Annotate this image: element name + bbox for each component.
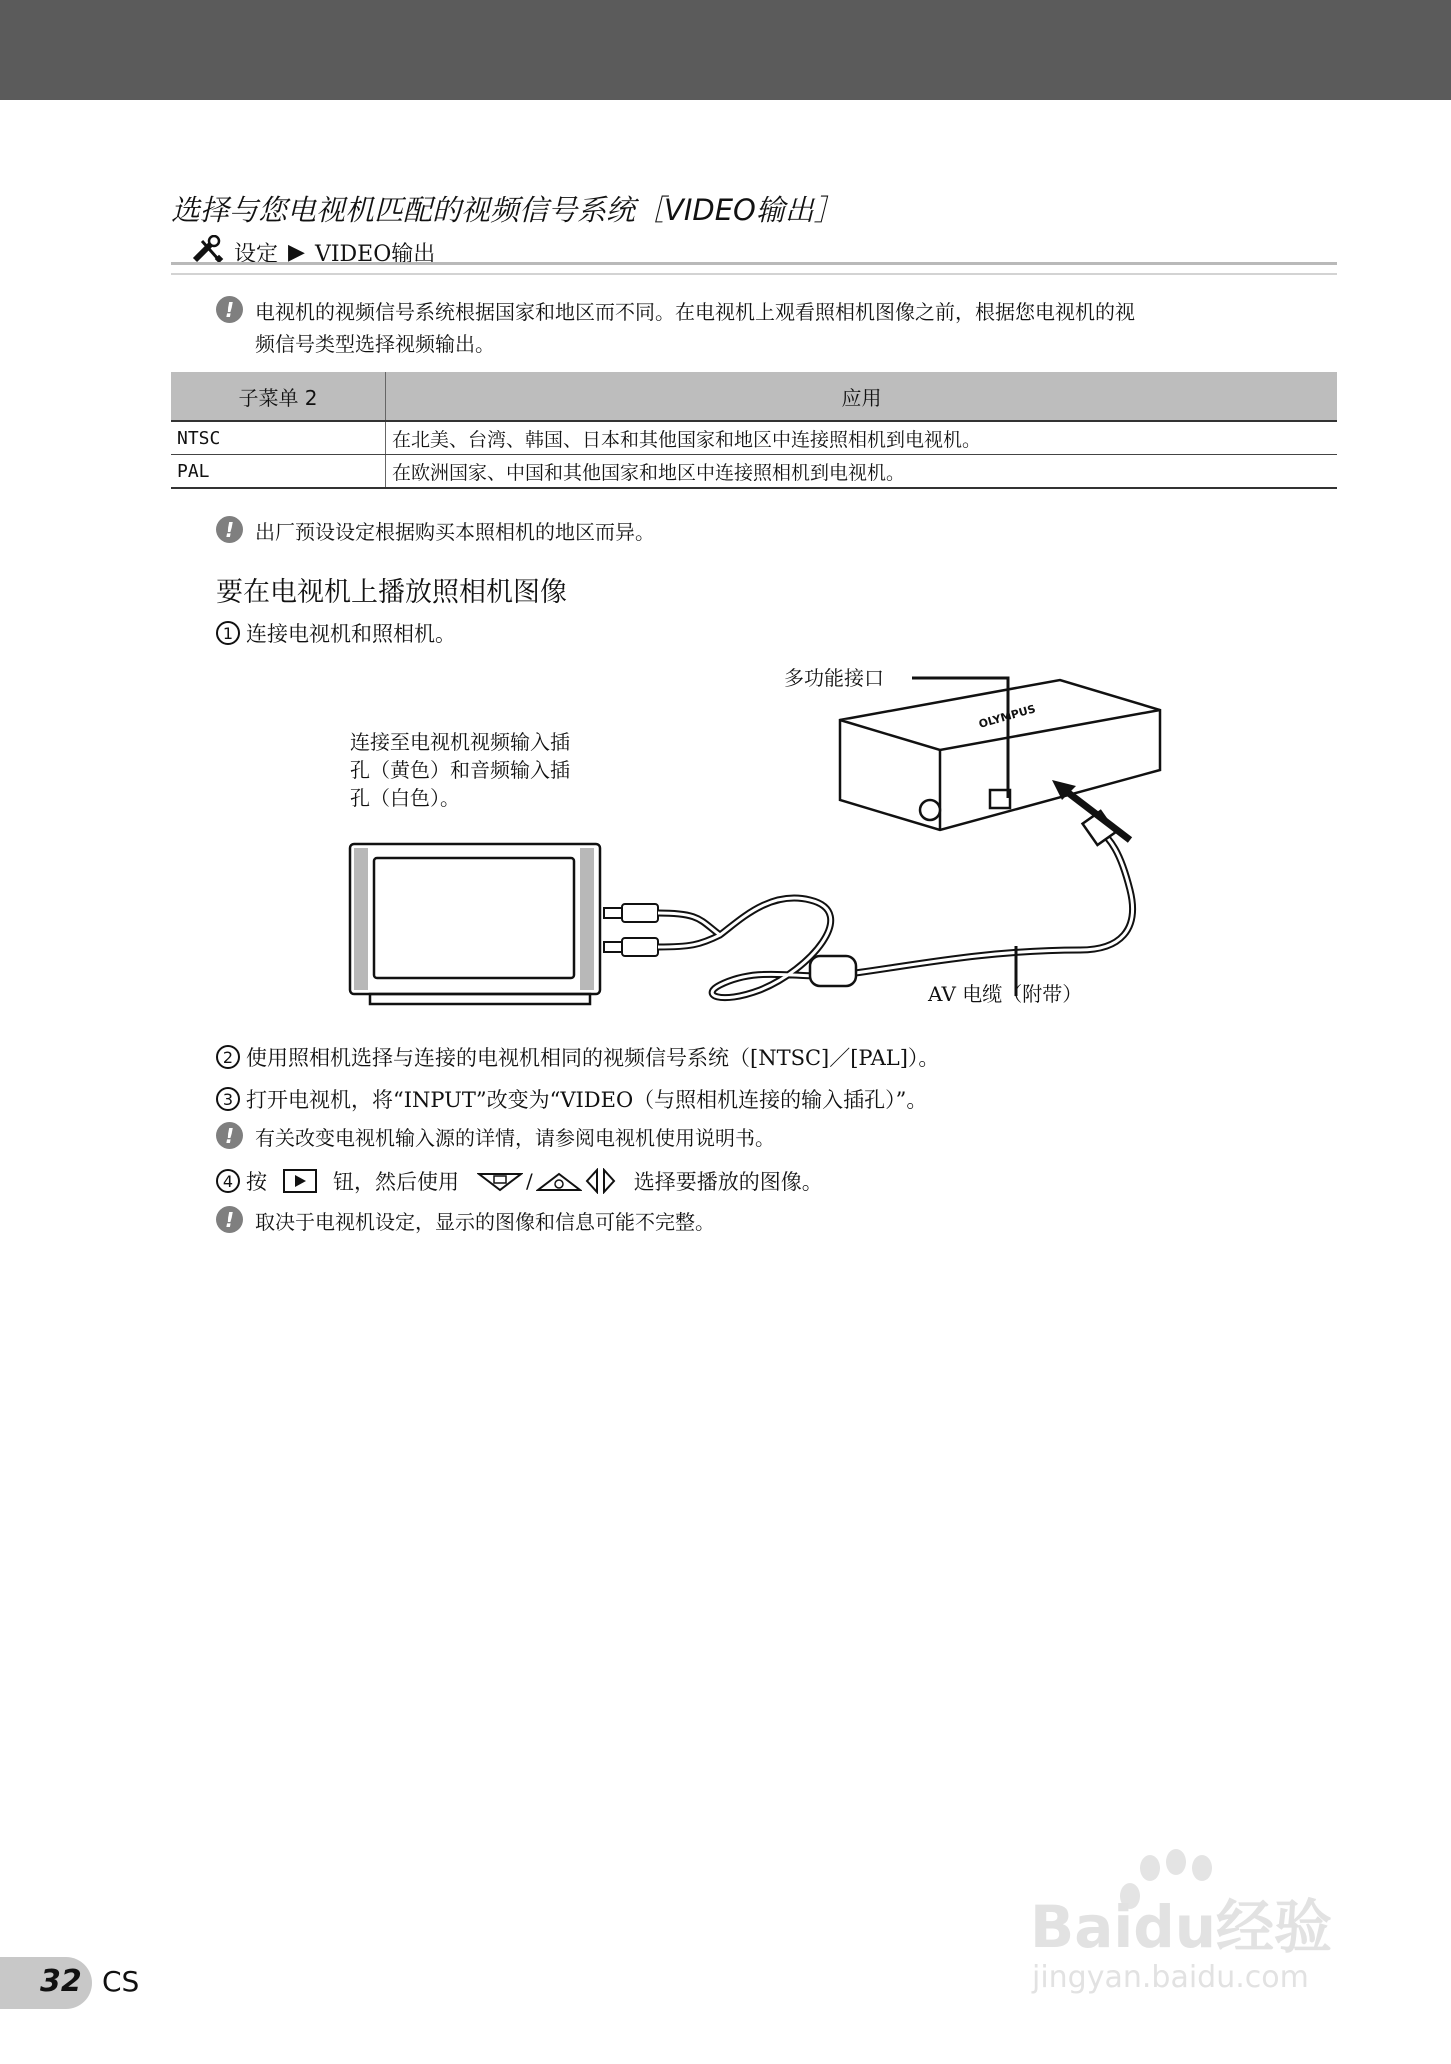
note-video-system bbox=[216, 296, 1135, 360]
camera-brand-label: OLYMPUS bbox=[977, 702, 1038, 731]
note-text-line: 频信号类型选择视频输出。 bbox=[255, 332, 495, 356]
step-number: 4 bbox=[216, 1169, 240, 1193]
watermark-brand: Baidu经验 bbox=[1030, 1893, 1333, 1961]
table-cell-application: 在北美、台湾、韩国、日本和其他国家和地区中连接照相机到电视机。 bbox=[386, 421, 1338, 455]
step-text: 打开电视机，将“INPUT”改变为“VIDEO（与照相机连接的输入插孔）”。 bbox=[246, 1088, 928, 1112]
connection-diagram bbox=[340, 650, 1170, 1030]
note-display-incomplete bbox=[216, 1206, 715, 1238]
menu-path-item: VIDEO输出 bbox=[314, 241, 436, 267]
step-text: 选择要播放的图像。 bbox=[633, 1170, 823, 1194]
connection-illustration bbox=[340, 650, 1170, 1030]
menu-path-arrow: ▶ bbox=[288, 239, 305, 265]
rca-plugs bbox=[604, 904, 658, 956]
multi-connector-label: 多功能接口 bbox=[784, 666, 884, 690]
section-title: 选择与您电视机匹配的视频信号系统［VIDEO输出］ bbox=[171, 193, 843, 227]
menu-path-setup: 设定 bbox=[234, 241, 279, 267]
section-divider bbox=[171, 262, 1337, 275]
note-text: 有关改变电视机输入源的详情，请参阅电视机使用说明书。 bbox=[255, 1126, 775, 1150]
page-number: 32 bbox=[40, 1964, 82, 1999]
caution-icon: ! bbox=[216, 1206, 243, 1233]
baidu-watermark bbox=[1030, 1848, 1370, 2008]
tv-note-line: 孔（白色）。 bbox=[350, 786, 460, 810]
table-cell-system: PAL bbox=[171, 455, 386, 489]
step-text: 按 bbox=[246, 1170, 267, 1194]
header-bar bbox=[0, 0, 1451, 100]
right-button-icon bbox=[602, 1168, 616, 1194]
watermark-url: jingyan.baidu.com bbox=[1032, 1960, 1309, 1995]
step-number: 1 bbox=[216, 621, 240, 645]
note-text: 出厂预设设定根据购买本照相机的地区而异。 bbox=[255, 520, 655, 544]
step-2 bbox=[216, 1042, 939, 1072]
video-system-table bbox=[171, 372, 1337, 489]
step-1 bbox=[216, 618, 456, 648]
step-text: 钮，然后使用 bbox=[333, 1170, 459, 1194]
step-number: 3 bbox=[216, 1087, 240, 1111]
language-code: CS bbox=[102, 1965, 140, 1998]
note-text: 取决于电视机设定，显示的图像和信息可能不完整。 bbox=[255, 1210, 715, 1234]
step-text: 连接电视机和照相机。 bbox=[246, 622, 456, 646]
ferrite-core bbox=[810, 956, 856, 986]
table-cell-application: 在欧洲国家、中国和其他国家和地区中连接照相机到电视机。 bbox=[386, 455, 1338, 489]
tv-note-line: 孔（黄色）和音频输入插 bbox=[350, 758, 570, 782]
column-header-submenu: 子菜单 2 bbox=[171, 372, 386, 421]
caution-icon: ! bbox=[216, 1122, 243, 1149]
note-tv-input bbox=[216, 1122, 775, 1154]
step-number: 2 bbox=[216, 1045, 240, 1069]
step-text: 使用照相机选择与连接的电视机相同的视频信号系统（[NTSC]／[PAL]）。 bbox=[246, 1046, 940, 1070]
step-4 bbox=[216, 1166, 823, 1196]
arrow-pad-icons: / bbox=[477, 1168, 616, 1194]
up-button-icon bbox=[477, 1170, 523, 1192]
caution-icon: ! bbox=[216, 296, 243, 323]
left-button-icon bbox=[585, 1168, 599, 1194]
av-cable-label: AV 电缆（附带） bbox=[928, 982, 1083, 1006]
note-text-line: 电视机的视频信号系统根据国家和地区而不同。在电视机上观看照相机图像之前，根据您电视机的视 bbox=[255, 300, 1135, 324]
table-header-row bbox=[171, 372, 1337, 421]
table-row bbox=[171, 421, 1337, 455]
step-3 bbox=[216, 1084, 927, 1114]
tv-illustration bbox=[350, 844, 600, 1004]
down-button-icon bbox=[536, 1170, 582, 1192]
table-row bbox=[171, 455, 1337, 489]
column-header-application: 应用 bbox=[386, 372, 1338, 421]
playback-heading: 要在电视机上播放照相机图像 bbox=[216, 577, 567, 608]
table-cell-system: NTSC bbox=[171, 421, 386, 455]
tv-connect-note bbox=[350, 728, 570, 812]
note-factory-default bbox=[216, 516, 655, 548]
av-cable bbox=[658, 830, 1133, 998]
caution-icon: ! bbox=[216, 516, 243, 543]
playback-button-icon bbox=[283, 1169, 317, 1193]
tv-note-line: 连接至电视机视频输入插 bbox=[350, 730, 570, 754]
